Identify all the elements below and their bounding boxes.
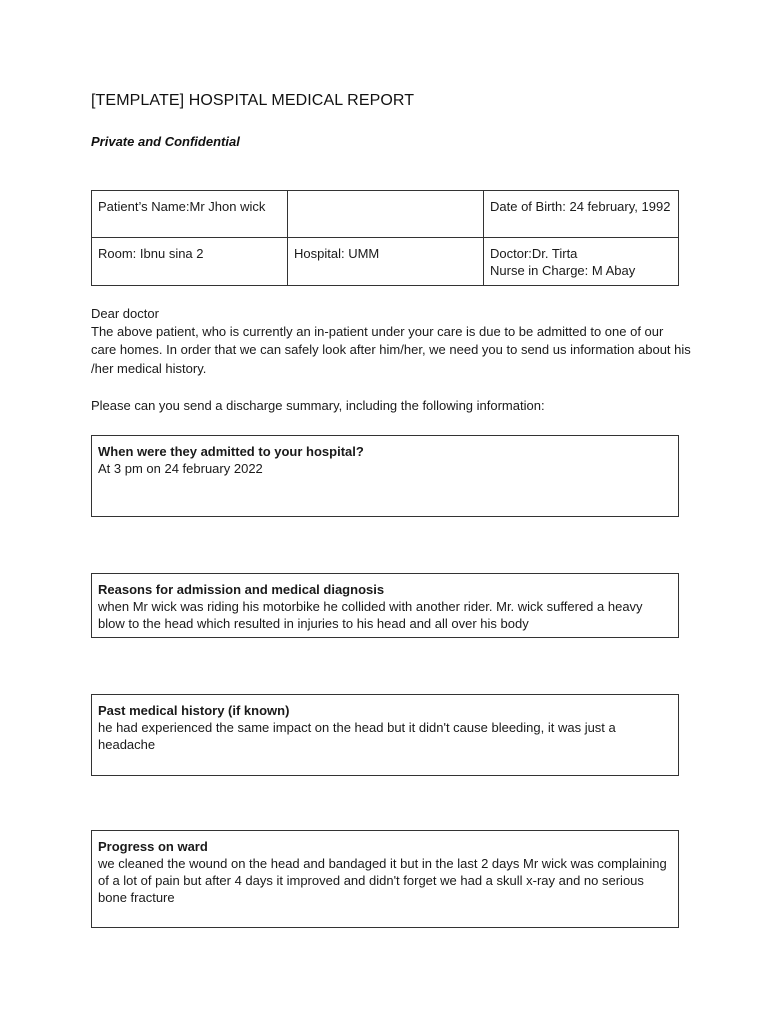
nurse-in-charge: Nurse in Charge: M Abay (490, 263, 636, 278)
admission-time-section (91, 435, 679, 517)
section-heading: Reasons for admission and medical diagnosis (98, 582, 385, 597)
request-line: Please can you send a discharge summary, including the following information: (91, 398, 545, 413)
hospital-cell: Hospital: UMM (288, 238, 484, 286)
section-text: when Mr wick was riding his motorbike he collided with another rider. Mr. wick suffered a heavy blow to the head which resulted in injuries to his head and all over his body (98, 599, 643, 631)
section-text: At 3 pm on 24 february 2022 (98, 461, 263, 476)
section-heading: Progress on ward (98, 839, 208, 854)
document-subtitle: Private and Confidential (91, 134, 240, 149)
doctor-name: Doctor:Dr. Tirta (490, 246, 578, 261)
document-title: [TEMPLATE] HOSPITAL MEDICAL REPORT (91, 92, 415, 109)
section-text: he had experienced the same impact on the head but it didn't cause bleeding, it was just a headache (98, 720, 616, 752)
letter-greeting: Dear doctor (91, 306, 159, 321)
section-heading: When were they admitted to your hospital? (98, 444, 364, 459)
ward-progress-section (91, 830, 679, 928)
patient-info-table (91, 190, 679, 286)
patient-name-cell: Patient’s Name:Mr Jhon wick (92, 191, 288, 238)
patient-info-row (92, 191, 679, 238)
letter-body (91, 305, 691, 378)
admission-reason-section (91, 573, 679, 638)
staff-cell (484, 238, 679, 286)
section-heading: Past medical history (if known) (98, 703, 290, 718)
empty-cell (288, 191, 484, 238)
date-of-birth-cell: Date of Birth: 24 february, 1992 (484, 191, 679, 238)
past-medical-history-section (91, 694, 679, 776)
patient-info-row (92, 238, 679, 286)
section-text: we cleaned the wound on the head and bandaged it but in the last 2 days Mr wick was complaining of a lot of pain but after 4 days it improved and didn't forget we had a skull x-ray and no serious bone fracture (98, 856, 667, 905)
room-cell: Room: Ibnu sina 2 (92, 238, 288, 286)
letter-paragraph: The above patient, who is currently an in-patient under your care is due to be admitted to one of our care homes. In order that we can safely look after him/her, we need you to send us information about his /her medical history. (91, 324, 691, 376)
